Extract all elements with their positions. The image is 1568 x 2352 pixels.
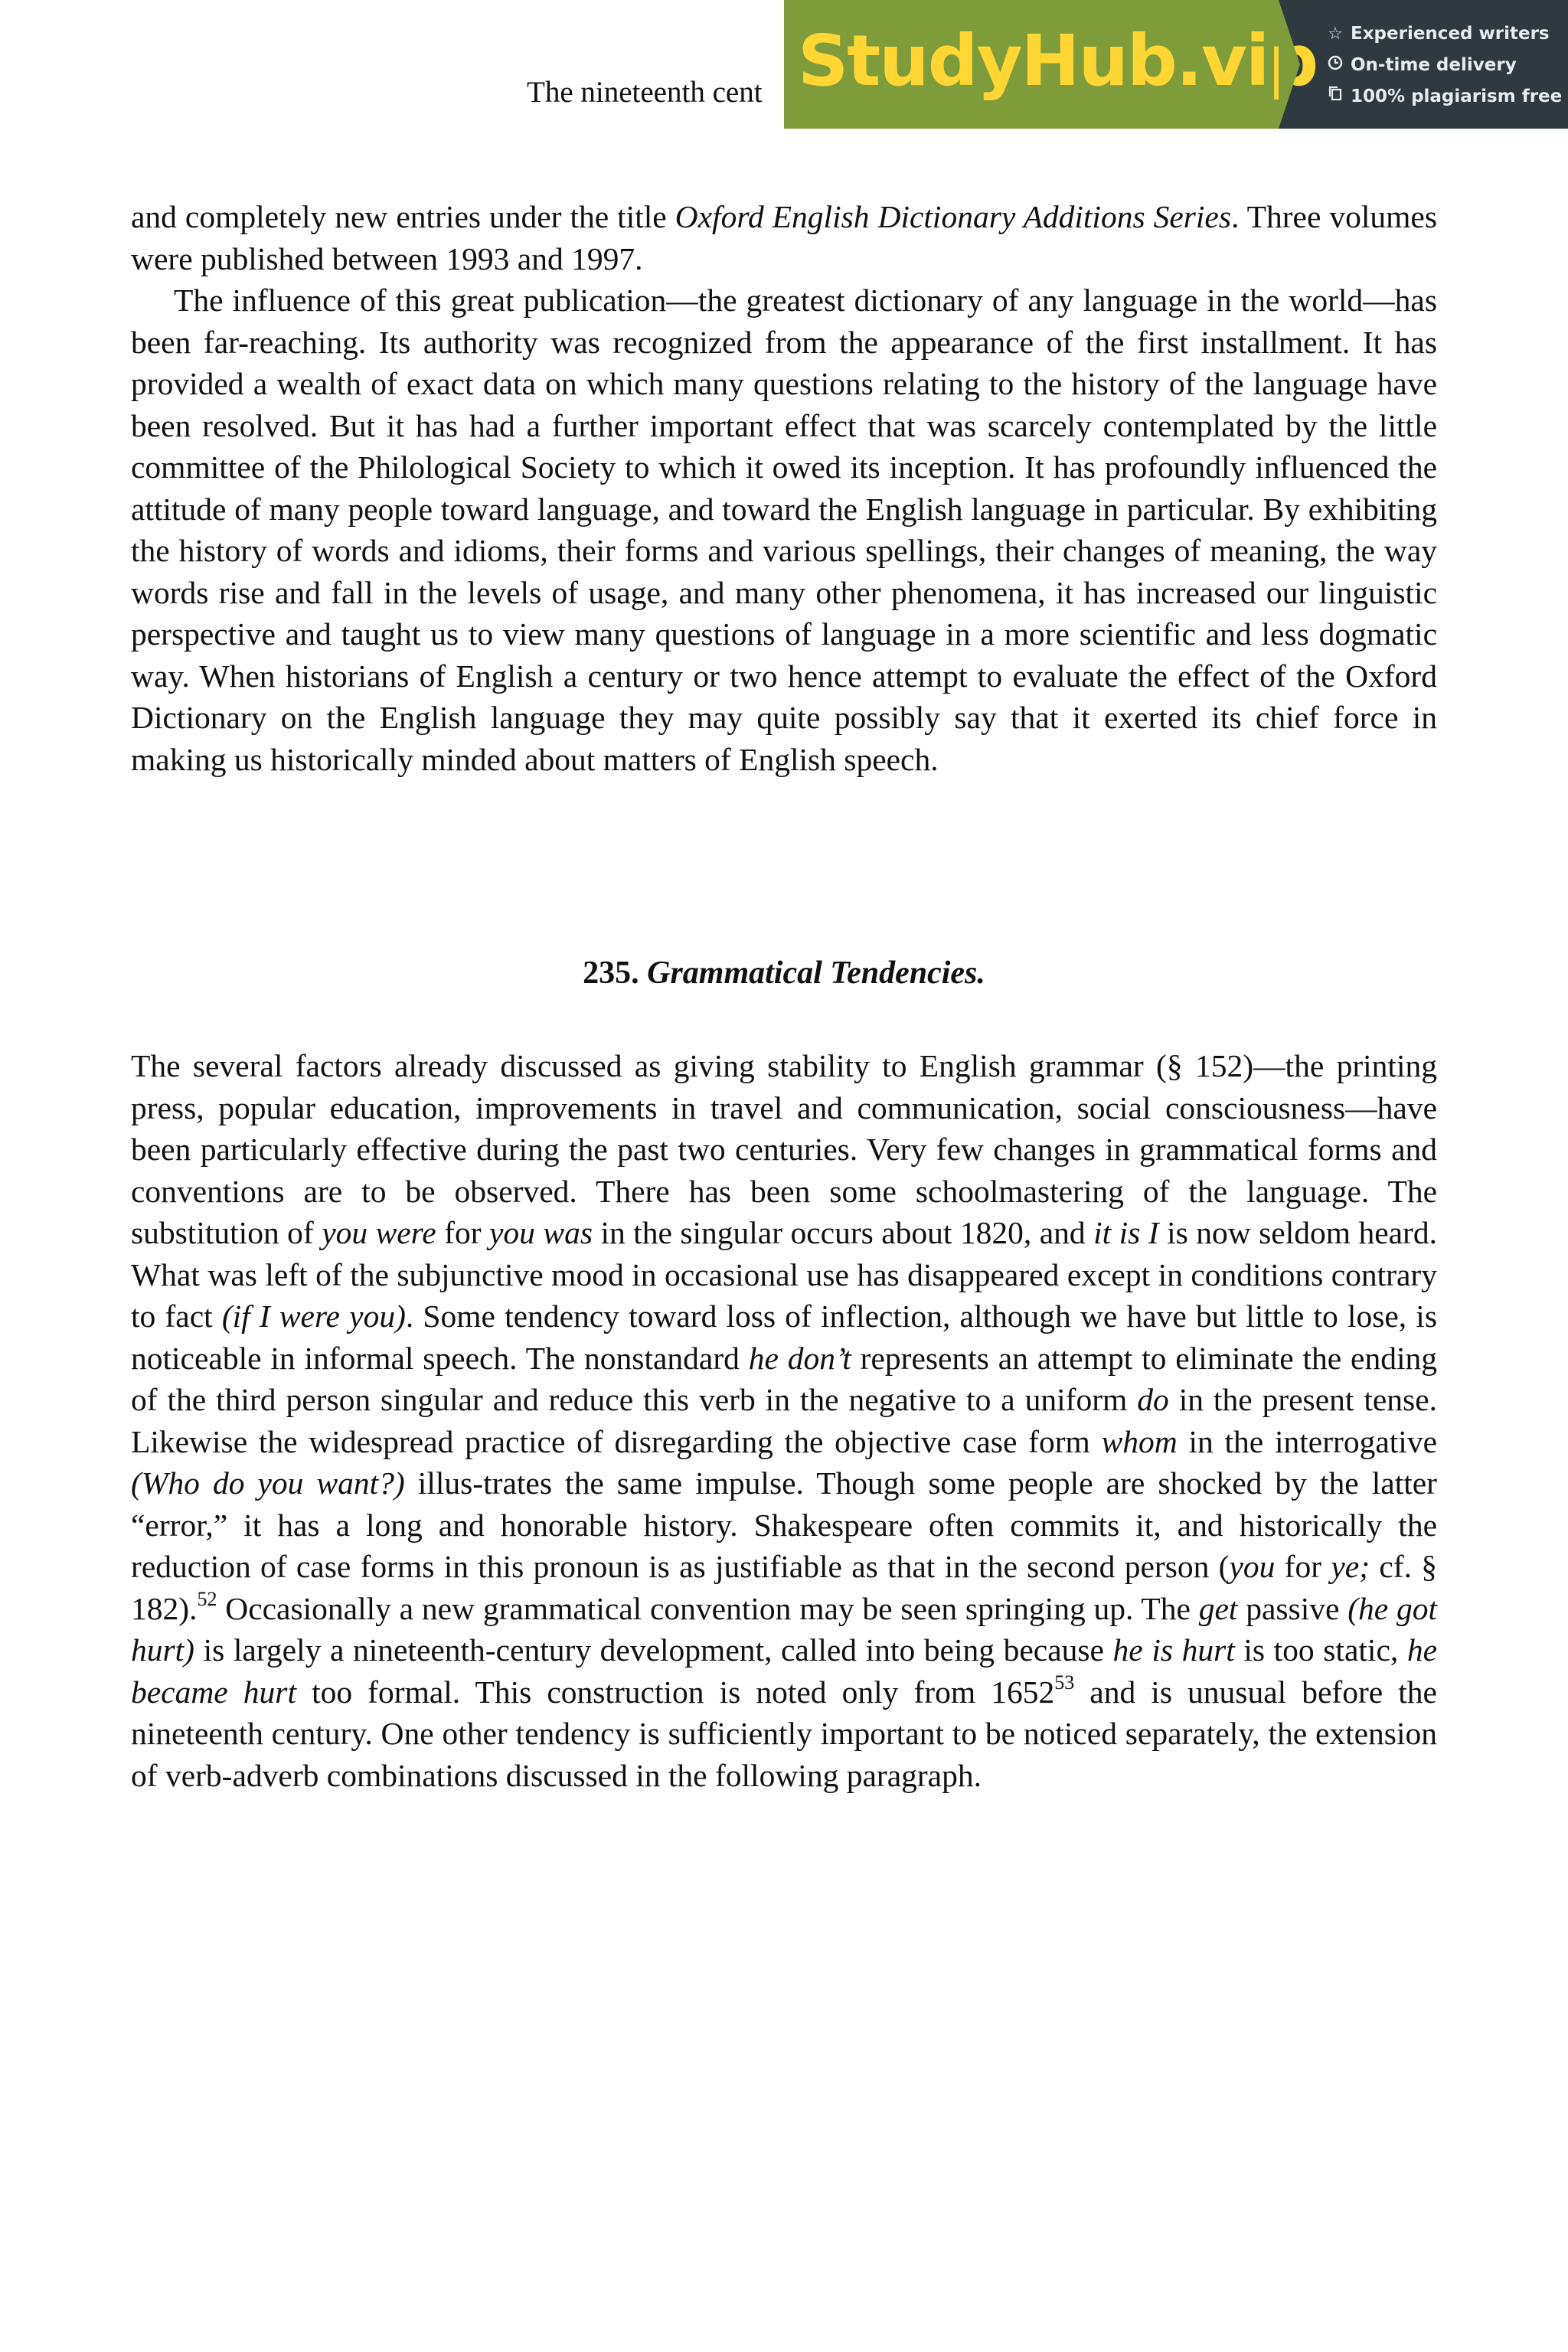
text-run: is now seldom heard. What was left of the subjunctive mood in occasional use has disappeared except in conditions contrary to fact bbox=[131, 1215, 1438, 1334]
ad-banner[interactable] bbox=[784, 0, 1568, 129]
text-run: for bbox=[1275, 1549, 1331, 1584]
footnote-ref[interactable]: 52 bbox=[197, 1587, 217, 1610]
example: ye; bbox=[1331, 1549, 1370, 1584]
clock-icon bbox=[1326, 50, 1344, 81]
ad-feature-text: 100% plagiarism free bbox=[1351, 87, 1563, 106]
example: you bbox=[1229, 1549, 1276, 1584]
section-body bbox=[131, 1045, 1437, 1796]
running-head: The nineteenth cent bbox=[527, 76, 763, 109]
example: whom bbox=[1101, 1423, 1178, 1459]
text-run: and is unusual before the nineteenth century. One other tendency is sufficiently important to be noticed separately, the extension of verb-adverb combinations discussed in the following paragraph. bbox=[131, 1674, 1437, 1793]
text-run: in the singular occurs about 1820, and bbox=[592, 1215, 1094, 1250]
ad-feature-delivery bbox=[1326, 50, 1562, 81]
ad-feature-writers bbox=[1326, 18, 1562, 50]
example: it is I bbox=[1093, 1215, 1159, 1250]
text-run: is largely a nineteenth-century development, called into being because bbox=[194, 1632, 1113, 1668]
example: do bbox=[1137, 1382, 1169, 1417]
ad-logo[interactable] bbox=[784, 0, 1318, 129]
example: get bbox=[1198, 1590, 1238, 1626]
paragraph bbox=[131, 196, 1437, 279]
text-run: . Three volumes were published between 1993 and 1997. bbox=[131, 199, 1437, 276]
example: he don’t bbox=[748, 1340, 851, 1376]
text-run: . Some tendency toward loss of inflection, although we have but little to lose, is noticeable in informal speech. The nonstandard bbox=[131, 1298, 1437, 1376]
text-run: The several factors already discussed as giving stability to English grammar (§ 152)—the printing press, popular education, improvements in travel and communication, social consciousness—have been particularly effective during the past two centuries. Very few changes in grammatical forms and conventions are to be observed. There has been some schoolmastering of the language. The substitution of bbox=[131, 1048, 1437, 1250]
text-run: too formal. This construction is noted only from 1652 bbox=[296, 1674, 1055, 1710]
ad-feature-plagiarism bbox=[1326, 81, 1562, 113]
paragraph bbox=[131, 1045, 1437, 1796]
paragraph: The influence of this great publication—the greatest dictionary of any language in the world—has been far-reaching. Its authority was recognized from the appearance of the first installment. It has provided a wealth of exact data on which many questions relating to the history of the language have been resolved. But it has had a further important effect that was scarcely contemplated by the little committee of the Philological Society to which it owed its inception. It has profoundly influenced the attitude of many people toward language, and toward the English language in particular. By exhibiting the history of words and idioms, their forms and various spellings, their changes of meaning, the way words rise and fall in the levels of usage, and many other phenomena, it has increased our linguistic perspective and taught us to view many questions of language in a more scientific and less dogmatic way. When historians of English a century or two hence attempt to evaluate the effect of the Oxford Dictionary on the English language they may quite possibly say that it exerted its chief force in making us historically minded about matters of English speech. bbox=[131, 283, 1437, 777]
text-run: illus-trates the same impulse. Though some people are shocked by the latter “error,” it has a long and honorable history. Shakespeare often commits it, and historically the reduction of case forms in this pronoun is as justifiable as that in the second person ( bbox=[131, 1465, 1437, 1584]
text-run: in the present tense. Likewise the widespread practice of disregarding the objective case form bbox=[131, 1382, 1437, 1459]
ad-feature-text: On-time delivery bbox=[1351, 55, 1517, 75]
footnote-ref[interactable]: 53 bbox=[1054, 1671, 1075, 1694]
copy-icon bbox=[1326, 81, 1344, 113]
example: he is hurt bbox=[1112, 1632, 1235, 1668]
ad-features bbox=[1279, 0, 1562, 129]
text-run: for bbox=[436, 1215, 490, 1250]
text-run: in the interrogative bbox=[1177, 1423, 1438, 1459]
example: (Who do you want?) bbox=[131, 1465, 405, 1501]
text-run: is too static, bbox=[1234, 1632, 1407, 1668]
intro-text bbox=[131, 196, 1437, 780]
text-run: Occasionally a new grammatical convention may be seen springing up. The bbox=[217, 1590, 1199, 1626]
ad-feature-text: Experienced writers bbox=[1351, 24, 1550, 44]
section-heading bbox=[131, 952, 1437, 994]
example: (if I were you) bbox=[221, 1298, 406, 1334]
example: you was bbox=[489, 1215, 593, 1250]
text-run: and completely new entries under the title bbox=[131, 199, 675, 234]
book-title: Oxford English Dictionary Additions Series bbox=[675, 199, 1232, 234]
section-title: Grammatical Tendencies. bbox=[647, 956, 985, 991]
example: he became hurt bbox=[131, 1632, 1438, 1710]
example: (he got hurt) bbox=[131, 1590, 1438, 1668]
example: you were bbox=[322, 1215, 436, 1250]
text-run: cf. § 182). bbox=[131, 1549, 1437, 1626]
section-number: 235. bbox=[583, 956, 639, 991]
text-run: passive bbox=[1237, 1590, 1348, 1626]
star-icon: ☆ bbox=[1328, 24, 1343, 44]
ad-logo-text: StudyHub.vip bbox=[798, 20, 1318, 102]
text-run: represents an attempt to eliminate the ending of the third person singular and reduce this verb in the negative to a uniform bbox=[131, 1340, 1437, 1417]
